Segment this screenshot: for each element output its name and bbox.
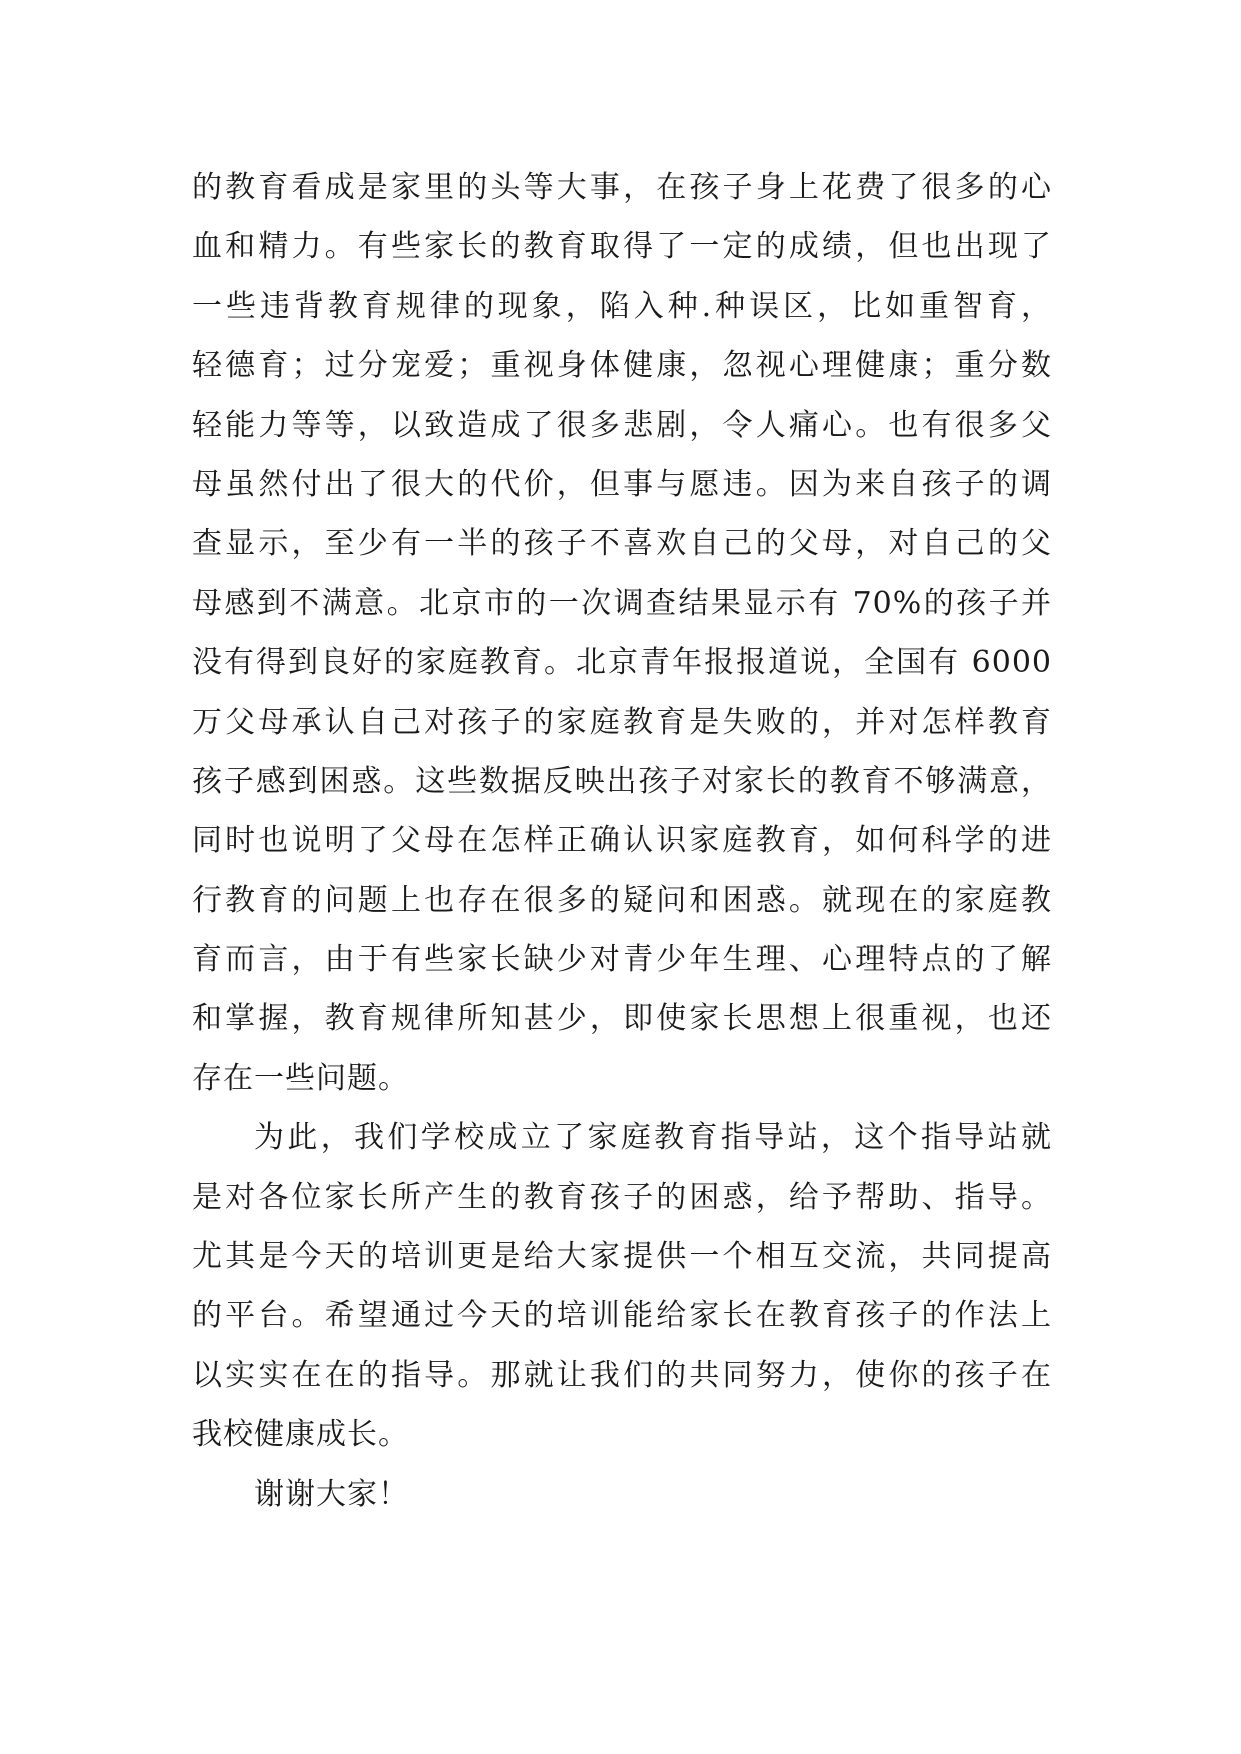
closing-line: 谢谢大家！ <box>254 1476 409 1512</box>
text-line: 没有得到良好的家庭教育。北京青年报报道说，全国有 6000 <box>192 645 1052 681</box>
text-line: 母虽然付出了很大的代价，但事与愿违。因为来自孩子的调 <box>192 466 1052 502</box>
text-line: 尤其是今天的培训更是给大家提供一个相互交流，共同提高 <box>192 1239 1052 1275</box>
paragraph-3 <box>192 1465 1052 1524</box>
text-line: 育而言，由于有些家长缺少对青少年生理、心理特点的了解 <box>192 942 1052 978</box>
text-line: 行教育的问题上也存在很多的疑问和困惑。就现在的家庭教 <box>192 882 1052 918</box>
text-line: 轻德育；过分宠爱；重视身体健康，忽视心理健康；重分数 <box>192 348 1052 384</box>
text-line: 我校健康成长。 <box>192 1417 409 1453</box>
text-line: 血和精力。有些家长的教育取得了一定的成绩，但也出现了 <box>192 229 1052 265</box>
text-line: 的教育看成是家里的头等大事，在孩子身上花费了很多的心 <box>192 170 1052 205</box>
text-line: 轻能力等等，以致造成了很多悲剧，令人痛心。也有很多父 <box>192 407 1052 443</box>
paragraph-2 <box>192 1108 1052 1464</box>
text-line: 为此，我们学校成立了家庭教育指导站，这个指导站就 <box>254 1120 1052 1156</box>
text-line: 一些违背教育规律的现象，陷入种.种误区，比如重智育， <box>192 288 1052 324</box>
text-line: 万父母承认自己对孩子的家庭教育是失败的，并对怎样教育 <box>192 704 1052 740</box>
text-line: 同时也说明了父母在怎样正确认识家庭教育，如何科学的进 <box>192 823 1052 859</box>
text-line: 以实实在在的指导。那就让我们的共同努力，使你的孩子在 <box>192 1357 1052 1393</box>
text-line: 存在一些问题。 <box>192 1060 409 1096</box>
text-line: 母感到不满意。北京市的一次调查结果显示有 70%的孩子并 <box>192 585 1052 621</box>
text-line: 孩子感到困惑。这些数据反映出孩子对家长的教育不够满意， <box>192 763 1052 799</box>
text-line: 查显示，至少有一半的孩子不喜欢自己的父母，对自己的父 <box>192 526 1052 562</box>
text-line: 的平台。希望通过今天的培训能给家长在教育孩子的作法上 <box>192 1298 1052 1334</box>
document-body <box>192 158 1052 1524</box>
text-line: 和掌握，教育规律所知甚少，即使家长思想上很重视，也还 <box>192 1001 1052 1037</box>
text-line: 是对各位家长所产生的教育孩子的困惑，给予帮助、指导。 <box>192 1179 1052 1215</box>
paragraph-1 <box>192 158 1052 1108</box>
